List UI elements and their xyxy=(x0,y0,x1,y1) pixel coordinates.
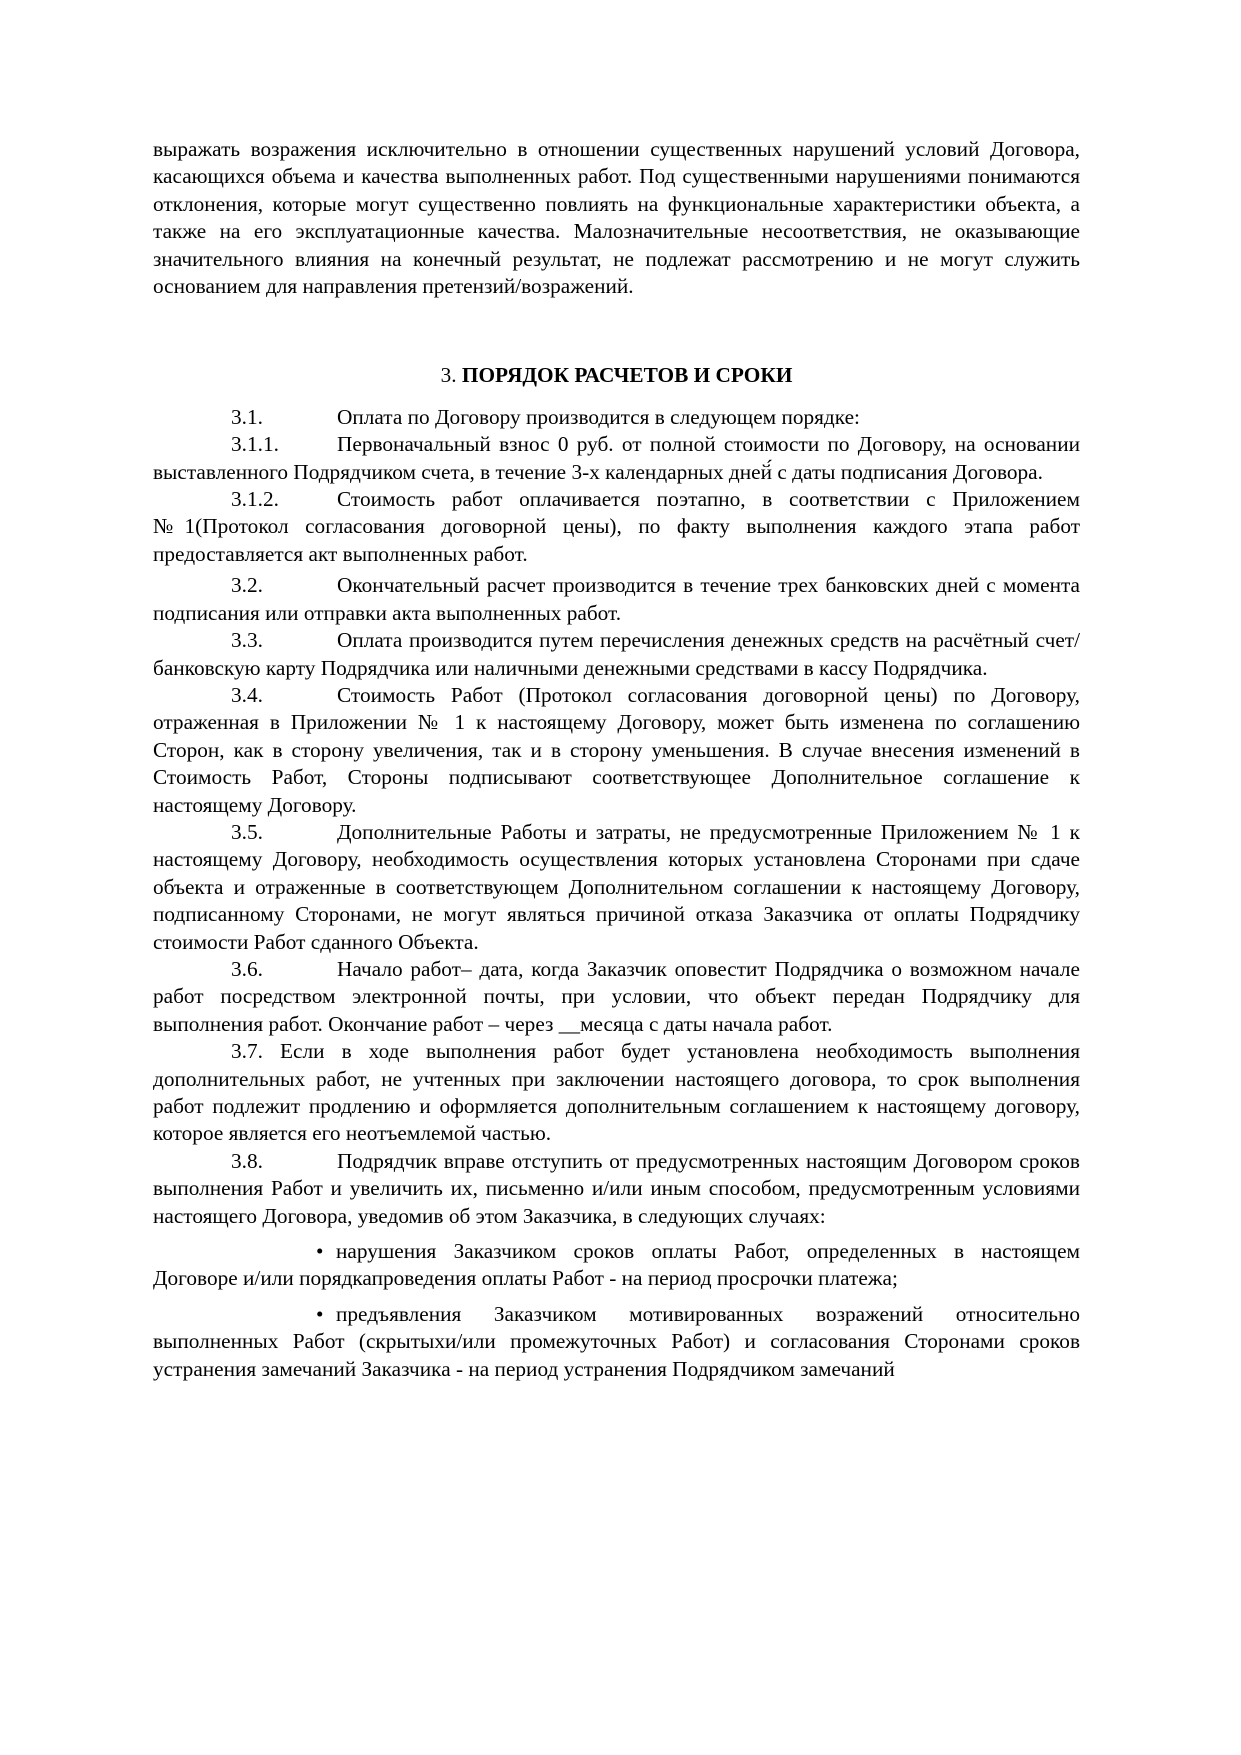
section-number: 3. xyxy=(440,363,457,388)
clause-number: 3.1. xyxy=(231,404,263,429)
clause-3-6 xyxy=(153,956,1080,1038)
clause-text: Подрядчик вправе отступить от предусмотренных настоящим Договором сроков выполнения Работ и увеличить их, письменно и/или иным способом, предусмотренным условиями настоящего Договора, уведомив об этом Заказчика, в следующих случаях: xyxy=(153,1148,1080,1228)
bullet-text: предъявления Заказчиком мотивированных возражений относительно выполненных Работ (скрытыхи/или промежуточных Работ) и согласования Сторонами сроков устранения замечаний Заказчика - на период устранения Подрядчиком замечаний xyxy=(153,1301,1080,1381)
clause-number: 3.4. xyxy=(231,682,263,707)
clause-3-1-1 xyxy=(153,431,1080,486)
bullet-item-2 xyxy=(153,1301,1080,1383)
clause-text: Стоимость работ оплачивается поэтапно, в соответствии с Приложением №1(Протокол согласования договорной цены), по факту выполнения каждого этапа работ предоставляется акт выполненных работ. xyxy=(153,487,1080,566)
clause-text: Дополнительные Работы и затраты, не предусмотренные Приложением № 1 к настоящему Договору, необходимость осуществления которых установлена Сторонами при сдаче объекта и отраженные в соответствующем Дополнительном соглашении к настоящему Договору, подписанному Сторонами, не могут являться причиной отказа Заказчика от оплаты Подрядчику стоимости Работ сданного Объекта. xyxy=(153,819,1080,954)
document-page xyxy=(153,136,1080,1383)
clause-3-4 xyxy=(153,682,1080,819)
clause-text: Оплата производится путем перечисления денежных средств на расчётный счет/банковскую карту Подрядчика или наличными денежными средствами в кассу Подрядчика. xyxy=(153,628,1080,680)
clause-3-3 xyxy=(153,627,1080,682)
clause-3-1 xyxy=(153,404,1080,431)
clause-3-7 xyxy=(153,1038,1080,1148)
bullet-item-1 xyxy=(153,1238,1080,1293)
clause-number: 3.3. xyxy=(231,628,263,653)
clause-text: Первоначальный взнос 0 руб. от полной стоимости по Договору, на основании выставленного Подрядчиком счета, в течение 3-х календарных дней́ с даты подписания Договора. xyxy=(153,432,1080,484)
clause-number: 3.7. xyxy=(231,1039,263,1064)
clause-3-8 xyxy=(153,1148,1080,1230)
clause-3-1-2 xyxy=(153,486,1080,568)
clause-text: Начало работ– дата, когда Заказчик оповестит Подрядчика о возможном начале работ посредством электронной почты, при условии, что объект передан Подрядчику для выполнения работ. Окончание работ – через __месяца с даты начала работ. xyxy=(153,956,1080,1036)
bullet-icon: • xyxy=(316,1239,324,1264)
clause-number: 3.1.2. xyxy=(231,487,279,512)
clause-text: Стоимость Работ (Протокол согласования договорной цены) по Договору, отраженная в Приложении № 1 к настоящему Договору, может быть изменена по соглашению Сторон, как в сторону увеличения, так и в сторону уменьшения. В случае внесения изменений в Стоимость Работ, Стороны подписывают соответствующее Дополнительное соглашение к настоящему Договору. xyxy=(153,682,1080,817)
clause-text: Оплата по Договору производится в следующем порядке: xyxy=(337,404,860,429)
clause-number: 3.1.1. xyxy=(231,432,279,457)
clause-3-2 xyxy=(153,572,1080,627)
bullet-text: нарушения Заказчиком сроков оплаты Работ, определенных в настоящем Договоре и/или порядкапроведения оплаты Работ - на период просрочки платежа; xyxy=(153,1239,1080,1291)
clause-number: 3.2. xyxy=(231,573,263,598)
clause-number: 3.8. xyxy=(231,1148,263,1173)
bullet-icon: • xyxy=(316,1301,324,1326)
section-heading xyxy=(153,362,1080,389)
clause-3-5 xyxy=(153,819,1080,956)
clause-number: 3.5. xyxy=(231,819,263,844)
clause-text: Если в ходе выполнения работ будет установлена необходимость выполнения дополнительных работ, не учтенных при заключении настоящего договора, то срок выполнения работ подлежит продлению и оформляется дополнительным соглашением к настоящему договору, которое является его неотъемлемой частью. xyxy=(153,1039,1080,1146)
clause-text: Окончательный расчет производится в течение трех банковских дней с момента подписания или отправки акта выполненных работ. xyxy=(153,573,1080,625)
clause-number: 3.6. xyxy=(231,956,263,981)
section-title: ПОРЯДОК РАСЧЕТОВ И СРОКИ xyxy=(461,363,793,388)
intro-paragraph: выражать возражения исключительно в отношении существенных нарушений условий Договора, касающихся объема и качества выполненных работ. Под существенными нарушениями понимаются отклонения, которые могут существенно повлиять на функциональные характеристики объекта, а также на его эксплуатационные качества. Малозначительные несоответствия, не оказывающие значительного влияния на конечный результат, не подлежат рассмотрению и не могут служить основанием для направления претензий/возражений. xyxy=(153,137,1080,299)
